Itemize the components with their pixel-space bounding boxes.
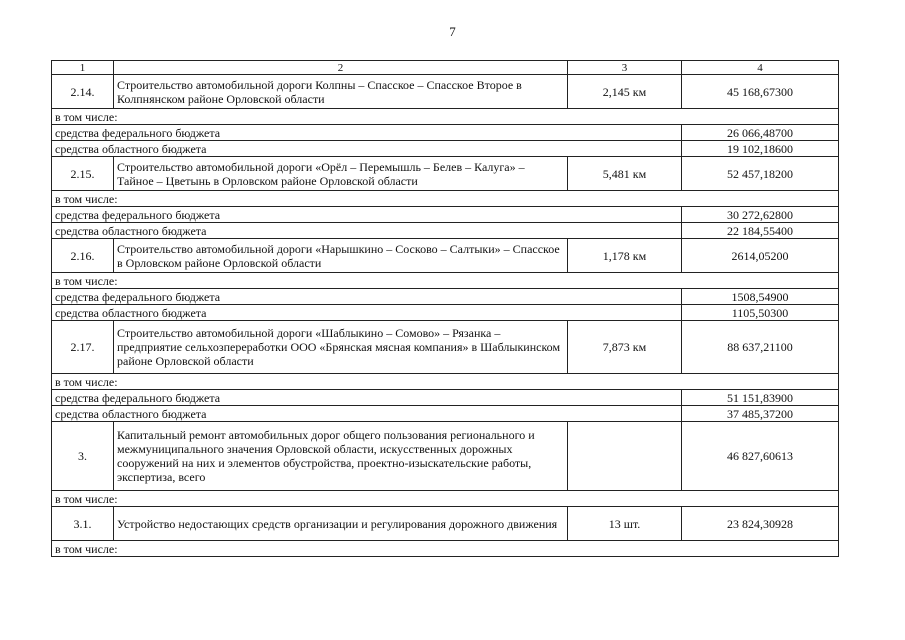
regional-budget-label: средства областного бюджета bbox=[52, 141, 682, 157]
table-row bbox=[52, 507, 839, 541]
federal-budget-amount: 30 272,62800 bbox=[682, 207, 839, 223]
row-number: 2.16. bbox=[52, 239, 114, 273]
regional-budget-label: средства областного бюджета bbox=[52, 406, 682, 422]
row-amount: 2614,05200 bbox=[682, 239, 839, 273]
header-col-2: 2 bbox=[114, 61, 568, 75]
row-amount: 88 637,21100 bbox=[682, 321, 839, 374]
row-length: 1,178 км bbox=[568, 239, 682, 273]
regional-budget-label: средства областного бюджета bbox=[52, 305, 682, 321]
row-number: 3.1. bbox=[52, 507, 114, 541]
row-amount: 52 457,18200 bbox=[682, 157, 839, 191]
row-length: 5,481 км bbox=[568, 157, 682, 191]
row-name: Капитальный ремонт автомобильных дорог общего пользования регионального и межмуниципального значения Орловской области, искусственных дорожных сооружений на них и элементов обустройства, проектно-изыскательские работы, экспертиза, всего bbox=[114, 422, 568, 491]
federal-budget-amount: 26 066,48700 bbox=[682, 125, 839, 141]
regional-budget-amount: 22 184,55400 bbox=[682, 223, 839, 239]
table-row bbox=[52, 422, 839, 491]
row-name: Строительство автомобильной дороги Колпны – Спасское – Спасское Второе в Колпнянском районе Орловской области bbox=[114, 75, 568, 109]
including-label: в том числе: bbox=[52, 374, 839, 390]
header-col-1: 1 bbox=[52, 61, 114, 75]
row-name: Строительство автомобильной дороги «Нарышкино – Сосково – Салтыки» – Спасское в Орловском районе Орловской области bbox=[114, 239, 568, 273]
page-number: 7 bbox=[449, 24, 456, 39]
row-length: 13 шт. bbox=[568, 507, 682, 541]
including-label: в том числе: bbox=[52, 541, 839, 557]
header-row bbox=[52, 61, 839, 75]
regional-budget-label: средства областного бюджета bbox=[52, 223, 682, 239]
row-length bbox=[568, 422, 682, 491]
row-number: 2.15. bbox=[52, 157, 114, 191]
federal-budget-label: средства федерального бюджета bbox=[52, 289, 682, 305]
including-label: в том числе: bbox=[52, 491, 839, 507]
table-row bbox=[52, 239, 839, 273]
budget-table bbox=[51, 60, 839, 557]
row-name: Строительство автомобильной дороги «Орёл – Перемышль – Белев – Калуга» – Тайное – Цветынь в Орловском районе Орловской области bbox=[114, 157, 568, 191]
including-label: в том числе: bbox=[52, 191, 839, 207]
federal-budget-amount: 1508,54900 bbox=[682, 289, 839, 305]
row-name: Устройство недостающих средств организации и регулирования дорожного движения bbox=[114, 507, 568, 541]
row-number: 2.14. bbox=[52, 75, 114, 109]
federal-budget-label: средства федерального бюджета bbox=[52, 125, 682, 141]
including-label: в том числе: bbox=[52, 109, 839, 125]
row-length: 2,145 км bbox=[568, 75, 682, 109]
header-col-3: 3 bbox=[568, 61, 682, 75]
regional-budget-amount: 1105,50300 bbox=[682, 305, 839, 321]
row-name: Строительство автомобильной дороги «Шаблыкино – Сомово» – Рязанка – предприятие сельхозпереработки ООО «Брянская мясная компания» в Шаблыкинском районе Орловской области bbox=[114, 321, 568, 374]
row-number: 3. bbox=[52, 422, 114, 491]
federal-budget-label: средства федерального бюджета bbox=[52, 390, 682, 406]
regional-budget-amount: 19 102,18600 bbox=[682, 141, 839, 157]
row-length: 7,873 км bbox=[568, 321, 682, 374]
row-amount: 23 824,30928 bbox=[682, 507, 839, 541]
row-number: 2.17. bbox=[52, 321, 114, 374]
table-row bbox=[52, 321, 839, 374]
federal-budget-amount: 51 151,83900 bbox=[682, 390, 839, 406]
header-col-4: 4 bbox=[682, 61, 839, 75]
including-label: в том числе: bbox=[52, 273, 839, 289]
federal-budget-label: средства федерального бюджета bbox=[52, 207, 682, 223]
row-amount: 46 827,60613 bbox=[682, 422, 839, 491]
table-row bbox=[52, 157, 839, 191]
row-amount: 45 168,67300 bbox=[682, 75, 839, 109]
regional-budget-amount: 37 485,37200 bbox=[682, 406, 839, 422]
table-row bbox=[52, 75, 839, 109]
